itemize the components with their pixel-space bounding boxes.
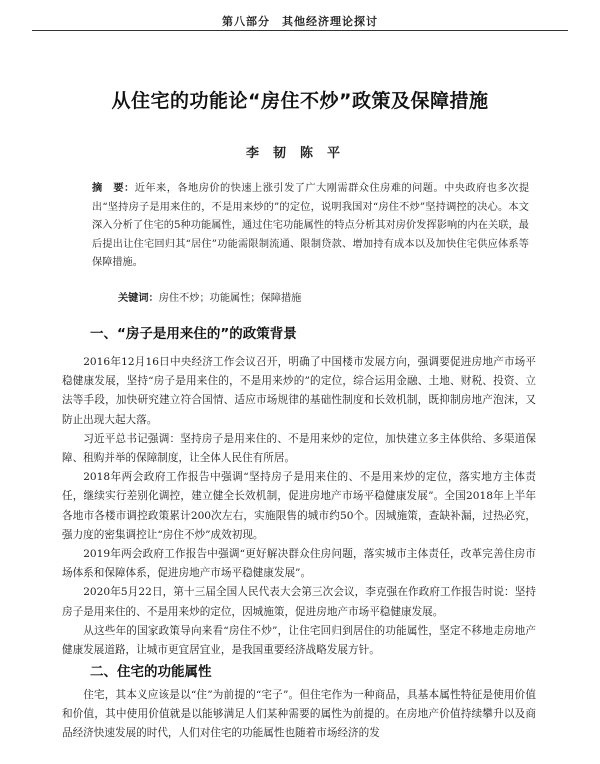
section-heading-2: 二、住宅的功能属性: [90, 664, 212, 680]
running-title: 第八部分 其他经济理论探讨: [222, 15, 378, 28]
keywords-text: 房住不炒；功能属性；保障措施: [158, 293, 302, 304]
header-rule: [32, 30, 568, 31]
section-2-body: [62, 686, 536, 744]
keywords-label: 关键词：: [118, 293, 159, 304]
running-header: [0, 0, 600, 40]
paragraph: 2019年两会政府工作报告中强调“更好解决群众住房问题，落实城市主体责任，改革完善住房市场体系和保障体系，促进房地产市场平稳健康发展”。: [62, 548, 536, 580]
abstract: [92, 180, 529, 273]
paragraph: 2018年两会政府工作报告中强调“坚持房子是用来住的、不是用来炒的定位，落实地方主体责任，继续实行差别化调控，建立健全长效机制，促进房地产市场平稳健康发展”。全国2018年上半年各地市各楼市调控政策累计200次左右，实施限售的城市约50个。因城施策，查缺补漏，过热必究，强力度的密集调控让“房住不炒”成效初现。: [62, 471, 536, 541]
abstract-text: 近年来，各地房价的快速上涨引发了广大刚需群众住房难的问题。中央政府也多次提出“坚持房子是用来住的，不是用来炒的”的定位，说明我国对“房住不炒”坚持调控的决心。本文深入分析了住宅的5种功能属性，通过住宅功能属性的特点分析其对房价发挥影响的内在关联，最后提出让住宅回归其“居住”功能需限制流通、限制贷款、增加持有成本以及加快住宅供应体系等保障措施。: [92, 183, 530, 268]
paragraph: 从这些年的国家政策导向来看“房住不炒”，让住宅回归到居住的功能属性，坚定不移地走房地产健康发展道路，让城市更宜居宜业，是我国重要经济战略发展方针。: [62, 624, 536, 657]
paragraph: 住宅，其本义应该是以“住”为前提的“宅子”。但住宅作为一种商品，具基本属性特征是使用价值和价值，其中使用价值就是以能够满足人们某种需要的属性为前提的。在房地产价值持续攀升以及商品经济快速发展的时代，人们对住宅的功能属性也随着市场经济的发: [62, 689, 536, 740]
paragraph: 2020年5月22日，第十三届全国人民代表大会第三次会议，李克强在作政府工作报告时说：坚持房子是用来住的、不是用来炒的定位，因城施策，促进房地产市场平稳健康发展。: [62, 586, 536, 618]
paragraph: 习近平总书记强调：坚持房子是用来住的、不是用来炒的定位，加快建立多主体供给、多渠道保障、租购并举的保障制度，让全体人民住有所居。: [62, 432, 536, 465]
paragraph: 2016年12月16日中央经济工作会议召开，明确了中国楼市发展方向，强调要促进房地产市场平稳健康发展，坚持“房子是用来住的，不是用来炒的”的定位，综合运用金融、土地、财税、投资、立法等手段，加快研究建立符合国情、适应市场规律的基础性制度和长效机制，既抑制房地产泡沫，又防止出现大起大落。: [62, 356, 536, 426]
keywords: [118, 290, 301, 308]
section-1-body: [62, 353, 536, 660]
article-authors: 李韧陈平: [245, 146, 354, 161]
abstract-label: 摘 要：: [92, 183, 135, 194]
article-title: 从住宅的功能论“房住不炒”政策及保障措施: [111, 90, 489, 112]
section-heading-1: 一、“房子是用来住的”的政策背景: [90, 326, 297, 342]
